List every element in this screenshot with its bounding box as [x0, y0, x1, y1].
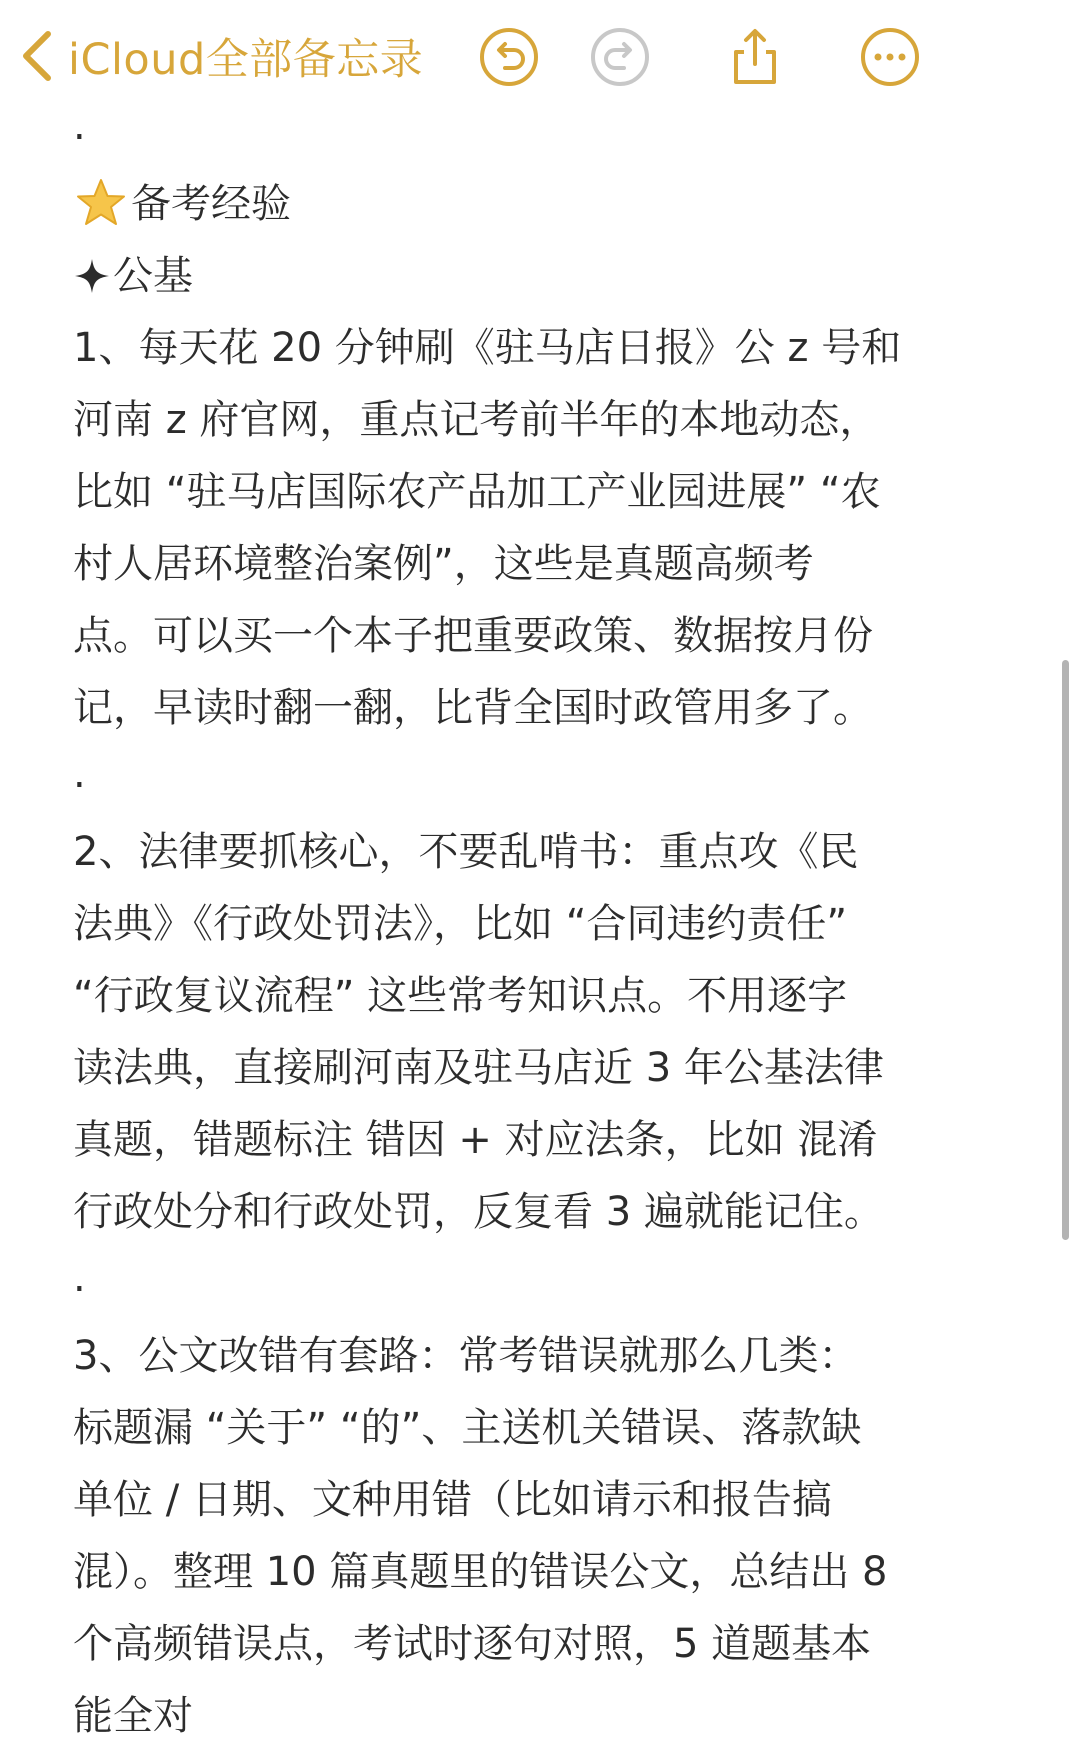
- paragraph-3-line: 标题漏 “关于” “的”、主送机关错误、落款缺: [73, 1405, 862, 1451]
- paragraph-2-line: 读法典，直接刷河南及驻马店近 3 年公基法律: [73, 1045, 884, 1091]
- star-icon: [73, 176, 129, 232]
- paragraph-1-line: 村人居环境整治案例”，这些是真题高频考: [73, 541, 814, 587]
- paragraph-3-line: 单位 / 日期、文种用错（比如请示和报告搞: [73, 1477, 832, 1523]
- paragraph-1-line: 1、每天花 20 分钟刷《驻马店日报》公 z 号和: [73, 325, 902, 371]
- separator-dot: .: [73, 751, 86, 797]
- separator-dot: .: [73, 1255, 86, 1301]
- paragraph-3-line: 个高频错误点，考试时逐句对照，5 道题基本: [73, 1621, 872, 1667]
- separator-dot: .: [73, 103, 86, 149]
- subheading-text: 公基: [113, 253, 193, 299]
- paragraph-1-line: 点。可以买一个本子把重要政策、数据按月份: [73, 613, 873, 659]
- paragraph-2-line: “行政复议流程” 这些常考知识点。不用逐字: [73, 973, 848, 1019]
- paragraph-3-line: 3、公文改错有套路：常考错误就那么几类：: [73, 1333, 859, 1379]
- redo-icon: [589, 26, 651, 88]
- redo-button[interactable]: [589, 26, 651, 88]
- paragraph-3-line: 混）。整理 10 篇真题里的错误公文，总结出 8: [73, 1549, 888, 1595]
- undo-button[interactable]: [478, 26, 540, 88]
- paragraph-1-line: 河南 z 府官网，重点记考前半年的本地动态，: [73, 397, 880, 443]
- more-icon: [859, 26, 921, 88]
- scrollbar[interactable]: [1062, 660, 1069, 1240]
- note-subheading: [73, 240, 1013, 312]
- heading-text: 备考经验: [131, 181, 291, 227]
- note-heading: [73, 168, 1013, 240]
- paragraph-2-line: 行政处分和行政处罚，反复看 3 遍就能记住。: [73, 1189, 884, 1235]
- back-button[interactable]: [18, 24, 423, 88]
- navigation-bar: [0, 0, 1080, 110]
- note-body[interactable]: [73, 96, 1013, 1752]
- share-icon: [724, 26, 786, 88]
- more-button[interactable]: [859, 26, 921, 88]
- paragraph-2-line: 2、法律要抓核心，不要乱啃书：重点攻《民: [73, 829, 859, 875]
- back-label: iCloud全部备忘录: [68, 34, 424, 85]
- share-button[interactable]: [724, 26, 786, 88]
- paragraph-3-line: 能全对: [73, 1693, 193, 1739]
- sparkle-icon: [73, 257, 111, 295]
- paragraph-2-line: 真题，错题标注 错因 + 对应法条，比如 混淆: [73, 1117, 878, 1163]
- undo-icon: [478, 26, 540, 88]
- chevron-left-icon: [18, 28, 58, 84]
- paragraph-1-line: 比如 “驻马店国际农产品加工产业园进展” “农: [73, 469, 881, 515]
- paragraph-1-line: 记，早读时翻一翻，比背全国时政管用多了。: [73, 685, 873, 731]
- paragraph-2-line: 法典》《行政处罚法》，比如 “合同违约责任”: [73, 901, 848, 947]
